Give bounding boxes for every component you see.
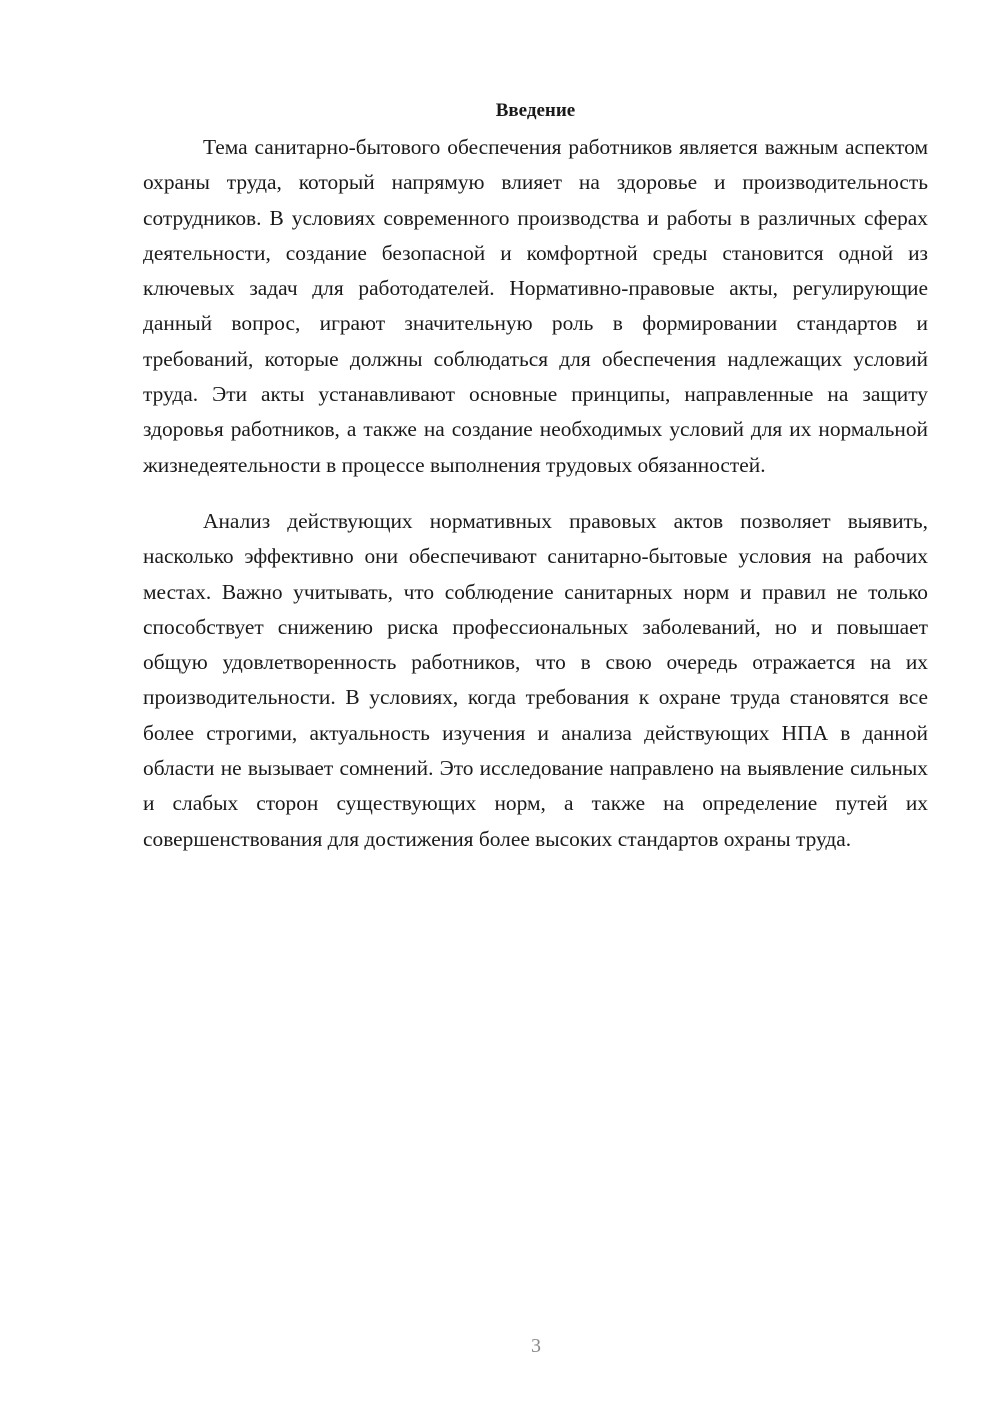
page-number: 3 bbox=[531, 1335, 541, 1357]
section-heading: Введение bbox=[495, 100, 576, 121]
paragraph-2: Анализ действующих нормативных правовых актов позволяет выявить, насколько эффективно они обеспечивают санитарно-бытовые условия на рабочих местах. Важно учитывать, что соблюдение санитарных норм и правил не только способствует снижению риска профессиональных заболеваний, но и повышает общую удовлетворенность работников, что в свою очередь отражается на их производительности. В условиях, когда требования к охране труда становятся все более строгими, актуальность изучения и анализа действующих НПА в данной области не вызывает сомнений. Это исследование направлено на выявление сильных и слабых сторон существующих норм, а также на определение путей их совершенствования для достижения более высоких стандартов охраны труда. bbox=[143, 508, 928, 851]
page-content bbox=[143, 96, 928, 857]
paragraph-1: Тема санитарно-бытового обеспечения работников является важным аспектом охраны труда, который напрямую влияет на здоровье и производительность сотрудников. В условиях современного производства и работы в различных сферах деятельности, создание безопасной и комфортной среды становится одной из ключевых задач для работодателей. Нормативно-правовые акты, регулирующие данный вопрос, играют значительную роль в формировании стандартов и требований, которые должны соблюдаться для обеспечения надлежащих условий труда. Эти акты устанавливают основные принципы, направленные на защиту здоровья работников, а также на создание необходимых условий для их нормальной жизнедеятельности в процессе выполнения трудовых обязанностей. bbox=[143, 135, 928, 477]
